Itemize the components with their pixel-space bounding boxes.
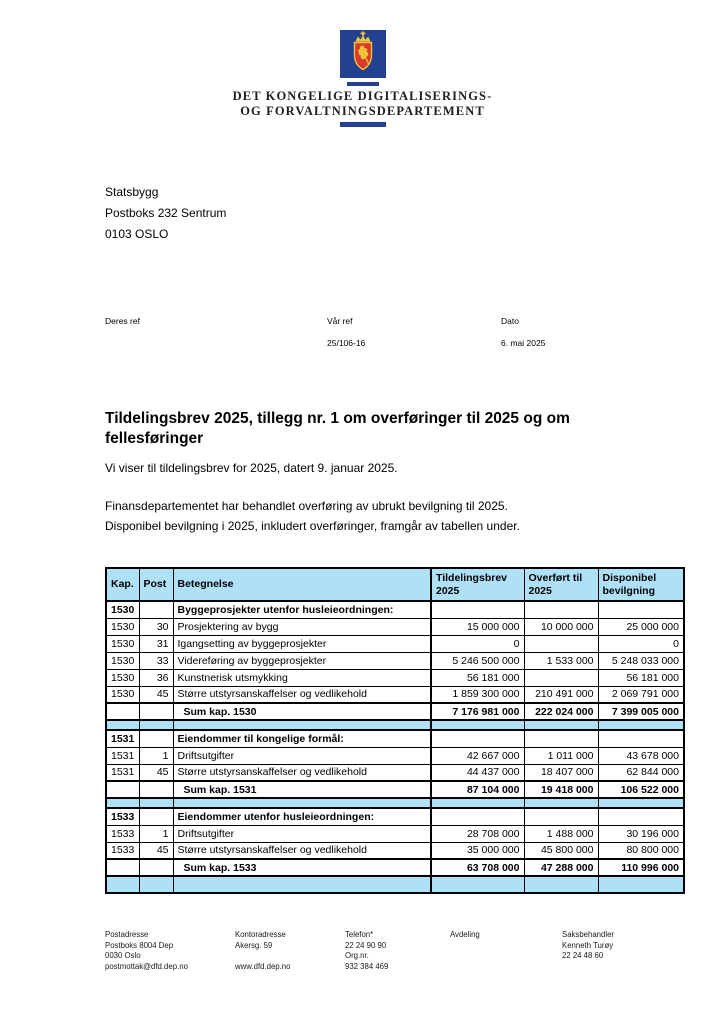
footer-telefon — [345, 930, 388, 972]
disponibel-cell: 30 196 000 — [598, 825, 684, 842]
ministry-name-line1: DET KONGELIGE DIGITALISERINGS- — [232, 89, 493, 103]
column-header: Kap. — [106, 568, 139, 601]
column-header: Tildelingsbrev 2025 — [431, 568, 524, 601]
text-line: Akersg. 59 — [235, 940, 273, 950]
separator-cell — [598, 798, 684, 808]
text-line: Postadresse — [105, 930, 149, 939]
text-line: Avdeling — [450, 930, 480, 939]
allocation-table — [105, 567, 685, 894]
kap-cell: 1533 — [106, 825, 139, 842]
table-row — [106, 825, 684, 842]
tildelingsbrev-cell: 87 104 000 — [431, 781, 524, 798]
kap-cell — [106, 703, 139, 720]
table-body — [106, 601, 684, 893]
table-row — [106, 720, 684, 730]
text-line: Postboks 232 Sentrum — [105, 206, 227, 220]
table-row — [106, 686, 684, 703]
kap-cell — [106, 781, 139, 798]
disponibel-cell: 5 248 033 000 — [598, 652, 684, 669]
text-line: 0030 Oslo — [105, 951, 141, 960]
ministry-name-line2: OG FORVALTNINGSDEPARTEMENT — [240, 104, 485, 118]
table-row — [106, 747, 684, 764]
post-cell: 45 — [139, 764, 173, 781]
betegnelse-cell: Sum kap. 1530 — [173, 703, 431, 720]
separator-cell — [524, 798, 598, 808]
text-line: postmottak@dfd.dep.no — [105, 961, 188, 971]
post-cell — [139, 730, 173, 747]
letterhead — [0, 30, 725, 127]
overfort-cell: 10 000 000 — [524, 618, 598, 635]
overfort-cell — [524, 808, 598, 825]
table-row — [106, 764, 684, 781]
tildelingsbrev-cell: 1 859 300 000 — [431, 686, 524, 703]
kap-cell: 1530 — [106, 635, 139, 652]
kap-cell: 1530 — [106, 618, 139, 635]
text-line: Telefon* — [345, 930, 374, 939]
overfort-cell: 1 488 000 — [524, 825, 598, 842]
table-row — [106, 618, 684, 635]
betegnelse-cell: Eiendommer utenfor husleieordningen: — [173, 808, 431, 825]
separator-cell — [173, 798, 431, 808]
text-line: Statsbygg — [105, 185, 159, 199]
text-line: Org.nr. — [345, 951, 369, 960]
post-cell: 45 — [139, 686, 173, 703]
tildelingsbrev-cell: 15 000 000 — [431, 618, 524, 635]
betegnelse-cell: Eiendommer til kongelige formål: — [173, 730, 431, 747]
overfort-cell: 1 011 000 — [524, 747, 598, 764]
betegnelse-cell: Sum kap. 1531 — [173, 781, 431, 798]
separator-cell — [431, 720, 524, 730]
dato-value: 6. mai 2025 — [501, 338, 546, 348]
tildelingsbrev-cell: 28 708 000 — [431, 825, 524, 842]
betegnelse-cell: Driftsutgifter — [173, 825, 431, 842]
post-cell: 1 — [139, 747, 173, 764]
post-cell — [139, 781, 173, 798]
overfort-cell: 1 533 000 — [524, 652, 598, 669]
separator-cell — [173, 876, 431, 893]
text-line: Kenneth Turøy — [562, 940, 614, 950]
overfort-cell: 210 491 000 — [524, 686, 598, 703]
text-line: 0103 OSLO — [105, 227, 169, 241]
disponibel-cell: 43 678 000 — [598, 747, 684, 764]
overfort-cell: 19 418 000 — [524, 781, 598, 798]
overfort-cell: 222 024 000 — [524, 703, 598, 720]
tildelingsbrev-cell — [431, 730, 524, 747]
table-row — [106, 781, 684, 798]
tildelingsbrev-cell: 7 176 981 000 — [431, 703, 524, 720]
separator-cell — [431, 798, 524, 808]
ministry-name — [233, 89, 493, 119]
letter-title: Tildelingsbrev 2025, tillegg nr. 1 om overføringer til 2025 og om fellesføringer — [105, 410, 570, 447]
separator-cell — [598, 720, 684, 730]
table-row — [106, 798, 684, 808]
var-ref-label: Vår ref — [327, 316, 353, 326]
table-row — [106, 730, 684, 747]
disponibel-cell: 62 844 000 — [598, 764, 684, 781]
var-ref — [327, 316, 365, 348]
dato — [501, 316, 545, 348]
overfort-cell: 18 407 000 — [524, 764, 598, 781]
post-cell — [139, 703, 173, 720]
overfort-cell — [524, 601, 598, 618]
betegnelse-cell: Driftsutgifter — [173, 747, 431, 764]
deres-ref — [105, 316, 140, 338]
table-row — [106, 876, 684, 893]
table-row — [106, 703, 684, 720]
tildelingsbrev-cell — [431, 601, 524, 618]
post-cell — [139, 601, 173, 618]
disponibel-cell — [598, 730, 684, 747]
var-ref-value: 25/106-16 — [327, 338, 366, 348]
kap-cell: 1533 — [106, 808, 139, 825]
separator-cell — [598, 876, 684, 893]
body-paragraph — [105, 496, 645, 536]
kap-cell: 1530 — [106, 686, 139, 703]
betegnelse-cell: Byggeprosjekter utenfor husleieordningen: — [173, 601, 431, 618]
letterhead-rule-top — [347, 82, 379, 86]
post-cell — [139, 808, 173, 825]
overfort-cell — [524, 635, 598, 652]
post-cell: 36 — [139, 669, 173, 686]
post-cell: 45 — [139, 842, 173, 859]
disponibel-cell: 106 522 000 — [598, 781, 684, 798]
disponibel-cell: 56 181 000 — [598, 669, 684, 686]
tildelingsbrev-cell: 42 667 000 — [431, 747, 524, 764]
allocation-table-wrap — [105, 567, 685, 894]
text-line: Saksbehandler — [562, 930, 615, 939]
kap-cell: 1531 — [106, 747, 139, 764]
kap-cell: 1530 — [106, 669, 139, 686]
body-line2: Disponibel bevilgning i 2025, inkludert overføringer, framgår av tabellen under. — [105, 519, 520, 533]
column-header: Post — [139, 568, 173, 601]
table-row — [106, 635, 684, 652]
overfort-cell: 45 800 000 — [524, 842, 598, 859]
kap-cell — [106, 859, 139, 876]
letterhead-rule-bottom — [340, 122, 386, 127]
kap-cell: 1533 — [106, 842, 139, 859]
post-cell: 30 — [139, 618, 173, 635]
intro-paragraph: Vi viser til tildelingsbrev for 2025, datert 9. januar 2025. — [105, 461, 398, 475]
separator-cell — [106, 798, 139, 808]
column-header: Overført til 2025 — [524, 568, 598, 601]
disponibel-cell: 80 800 000 — [598, 842, 684, 859]
table-row — [106, 652, 684, 669]
overfort-cell: 47 288 000 — [524, 859, 598, 876]
text-line: 932 384 469 — [345, 961, 389, 971]
betegnelse-cell: Prosjektering av bygg — [173, 618, 431, 635]
recipient-address — [105, 182, 226, 245]
text-line: 22 24 48 60 — [562, 951, 604, 960]
disponibel-cell: 7 399 005 000 — [598, 703, 684, 720]
post-cell — [139, 859, 173, 876]
column-header: Betegnelse — [173, 568, 431, 601]
separator-cell — [173, 720, 431, 730]
separator-cell — [139, 876, 173, 893]
text-line: Kontoradresse — [235, 930, 286, 939]
kap-cell: 1531 — [106, 730, 139, 747]
disponibel-cell — [598, 601, 684, 618]
norwegian-coat-of-arms-icon — [340, 30, 386, 78]
betegnelse-cell: Større utstyrsanskaffelser og vedlikehold — [173, 764, 431, 781]
disponibel-cell: 2 069 791 000 — [598, 686, 684, 703]
table-row — [106, 859, 684, 876]
tildelingsbrev-cell: 63 708 000 — [431, 859, 524, 876]
separator-cell — [524, 876, 598, 893]
deres-ref-label: Deres ref — [105, 316, 140, 326]
post-cell: 31 — [139, 635, 173, 652]
table-header-row — [106, 568, 684, 601]
text-line: Postboks 8004 Dep — [105, 940, 174, 950]
kap-cell: 1530 — [106, 652, 139, 669]
tildelingsbrev-cell: 5 246 500 000 — [431, 652, 524, 669]
text-line: 22 24 90 90 — [345, 940, 387, 950]
text-line: www.dfd.dep.no — [235, 961, 291, 971]
betegnelse-cell: Større utstyrsanskaffelser og vedlikehold — [173, 686, 431, 703]
body-line1: Finansdepartementet har behandlet overføring av ubrukt bevilgning til 2025. — [105, 499, 508, 513]
betegnelse-cell: Sum kap. 1533 — [173, 859, 431, 876]
tildelingsbrev-cell: 35 000 000 — [431, 842, 524, 859]
table-row — [106, 808, 684, 825]
disponibel-cell: 25 000 000 — [598, 618, 684, 635]
footer-kontoradresse — [235, 930, 290, 972]
overfort-cell — [524, 669, 598, 686]
tildelingsbrev-cell: 44 437 000 — [431, 764, 524, 781]
disponibel-cell: 0 — [598, 635, 684, 652]
tildelingsbrev-cell: 56 181 000 — [431, 669, 524, 686]
footer-saksbehandler — [562, 930, 614, 962]
post-cell: 1 — [139, 825, 173, 842]
table-row — [106, 669, 684, 686]
betegnelse-cell: Igangsetting av byggeprosjekter — [173, 635, 431, 652]
betegnelse-cell: Større utstyrsanskaffelser og vedlikehold — [173, 842, 431, 859]
footer-avdeling — [450, 930, 480, 941]
disponibel-cell — [598, 808, 684, 825]
betegnelse-cell: Kunstnerisk utsmykking — [173, 669, 431, 686]
table-row — [106, 842, 684, 859]
kap-cell: 1531 — [106, 764, 139, 781]
separator-cell — [431, 876, 524, 893]
separator-cell — [106, 720, 139, 730]
table-header — [106, 568, 684, 601]
separator-cell — [106, 876, 139, 893]
post-cell: 33 — [139, 652, 173, 669]
text-line — [235, 951, 290, 962]
separator-cell — [139, 798, 173, 808]
overfort-cell — [524, 730, 598, 747]
footer-postadresse — [105, 930, 188, 972]
separator-cell — [139, 720, 173, 730]
disponibel-cell: 110 996 000 — [598, 859, 684, 876]
dato-label: Dato — [501, 316, 519, 326]
table-row — [106, 601, 684, 618]
tildelingsbrev-cell — [431, 808, 524, 825]
separator-cell — [524, 720, 598, 730]
tildelingsbrev-cell: 0 — [431, 635, 524, 652]
betegnelse-cell: Videreføring av byggeprosjekter — [173, 652, 431, 669]
column-header: Disponibel bevilgning — [598, 568, 684, 601]
kap-cell: 1530 — [106, 601, 139, 618]
